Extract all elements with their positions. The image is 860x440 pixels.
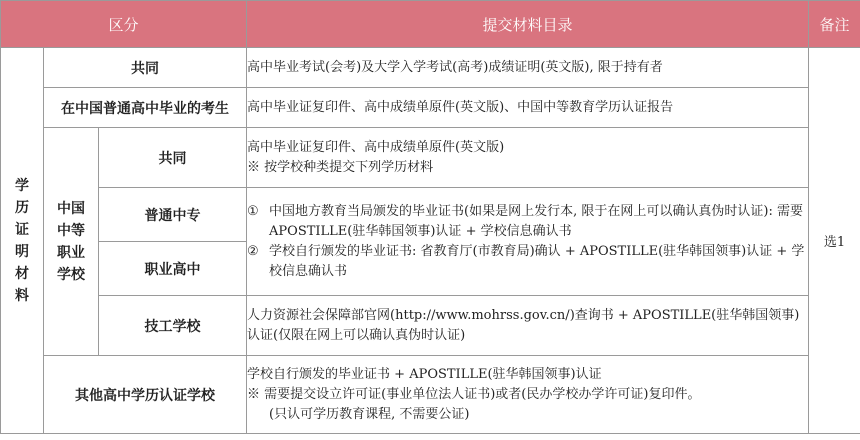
list-text: 中国地方教育当局颁发的毕业证书(如果是网上发行本, 限于在网上可以确认真伪时认证): 需要APOSTILLE(驻华韩国领事)认证 + 学校信息确认书 bbox=[269, 203, 803, 239]
content-line: (只认可学历教育课程, 不需要公证) bbox=[269, 406, 470, 422]
section-label-char: 证 bbox=[15, 221, 29, 238]
list-item bbox=[247, 242, 808, 282]
note-cell bbox=[809, 48, 860, 434]
content-line: 学校自行颁发的毕业证书 + APOSTILLE(驻华韩国领事)认证 bbox=[247, 366, 602, 382]
vocational-group-label-cell bbox=[44, 128, 99, 356]
section-label-char: 材 bbox=[15, 265, 29, 282]
group-label-line: 中国 bbox=[57, 200, 85, 217]
row-vocational-high-label: 职业高中 bbox=[99, 242, 247, 296]
row-china-general-content: 高中毕业证复印件、高中成绩单原件(英文版)、中国中等教育学历认证报告 bbox=[247, 88, 809, 128]
group-label-line: 中等 bbox=[57, 222, 85, 239]
row-common-content: 高中毕业考试(会考)及大学入学考试(高考)成绩证明(英文版), 限于持有者 bbox=[247, 48, 809, 88]
row-other-label: 其他高中学历认证学校 bbox=[44, 356, 247, 434]
section-label-cell bbox=[1, 48, 44, 434]
content-line: ※ 需要提交设立许可证(事业单位法人证书)或者(民办学校办学许可证)复印件。 bbox=[247, 386, 701, 402]
section-label-char: 明 bbox=[15, 243, 29, 260]
section-label-char: 历 bbox=[15, 199, 29, 216]
header-materials: 提交材料目录 bbox=[247, 1, 809, 48]
row-technical-label: 技工学校 bbox=[99, 296, 247, 356]
group-label-line: 职业 bbox=[57, 244, 85, 261]
header-note: 备注 bbox=[809, 1, 860, 48]
row-china-general-label: 在中国普通高中毕业的考生 bbox=[44, 88, 247, 128]
group-label-line: 学校 bbox=[57, 266, 85, 283]
section-label-char: 料 bbox=[15, 287, 29, 304]
header-category: 区分 bbox=[1, 1, 247, 48]
row-general-secondary-label: 普通中专 bbox=[99, 188, 247, 242]
content-line: 高中毕业证复印件、高中成绩单原件(英文版) bbox=[247, 139, 505, 155]
row-technical bbox=[1, 296, 860, 356]
row-vocational-common bbox=[1, 128, 860, 188]
section-label bbox=[1, 175, 43, 307]
content-line: ※ 按学校种类提交下列学历材料 bbox=[247, 159, 434, 175]
header-row bbox=[1, 1, 860, 48]
row-vocational-common-label: 共同 bbox=[99, 128, 247, 188]
list-item bbox=[247, 202, 808, 242]
row-other bbox=[1, 356, 860, 434]
row-common-label: 共同 bbox=[44, 48, 247, 88]
section-label-char: 学 bbox=[15, 177, 29, 194]
vocational-group-label bbox=[44, 198, 98, 286]
row-vocational-common-content bbox=[247, 128, 809, 188]
note-select-one: 选1 bbox=[823, 235, 846, 250]
row-general-secondary bbox=[1, 188, 860, 242]
list-text: 学校自行颁发的毕业证书: 省教育厅(市教育局)确认 + APOSTILLE(驻华韩国领事)认证 + 学校信息确认书 bbox=[269, 243, 805, 279]
row-china-general bbox=[1, 88, 860, 128]
row-common bbox=[1, 48, 860, 88]
row-technical-content: 人力资源社会保障部官网(http://www.mohrss.gov.cn/)查询书 + APOSTILLE(驻华韩国领事)认证(仅限在网上可以确认真伪时认证) bbox=[247, 296, 809, 356]
list-number: ① bbox=[247, 203, 259, 219]
row-other-content bbox=[247, 356, 809, 434]
list-number: ② bbox=[247, 243, 259, 259]
row-secondary-combined-content bbox=[247, 188, 809, 296]
